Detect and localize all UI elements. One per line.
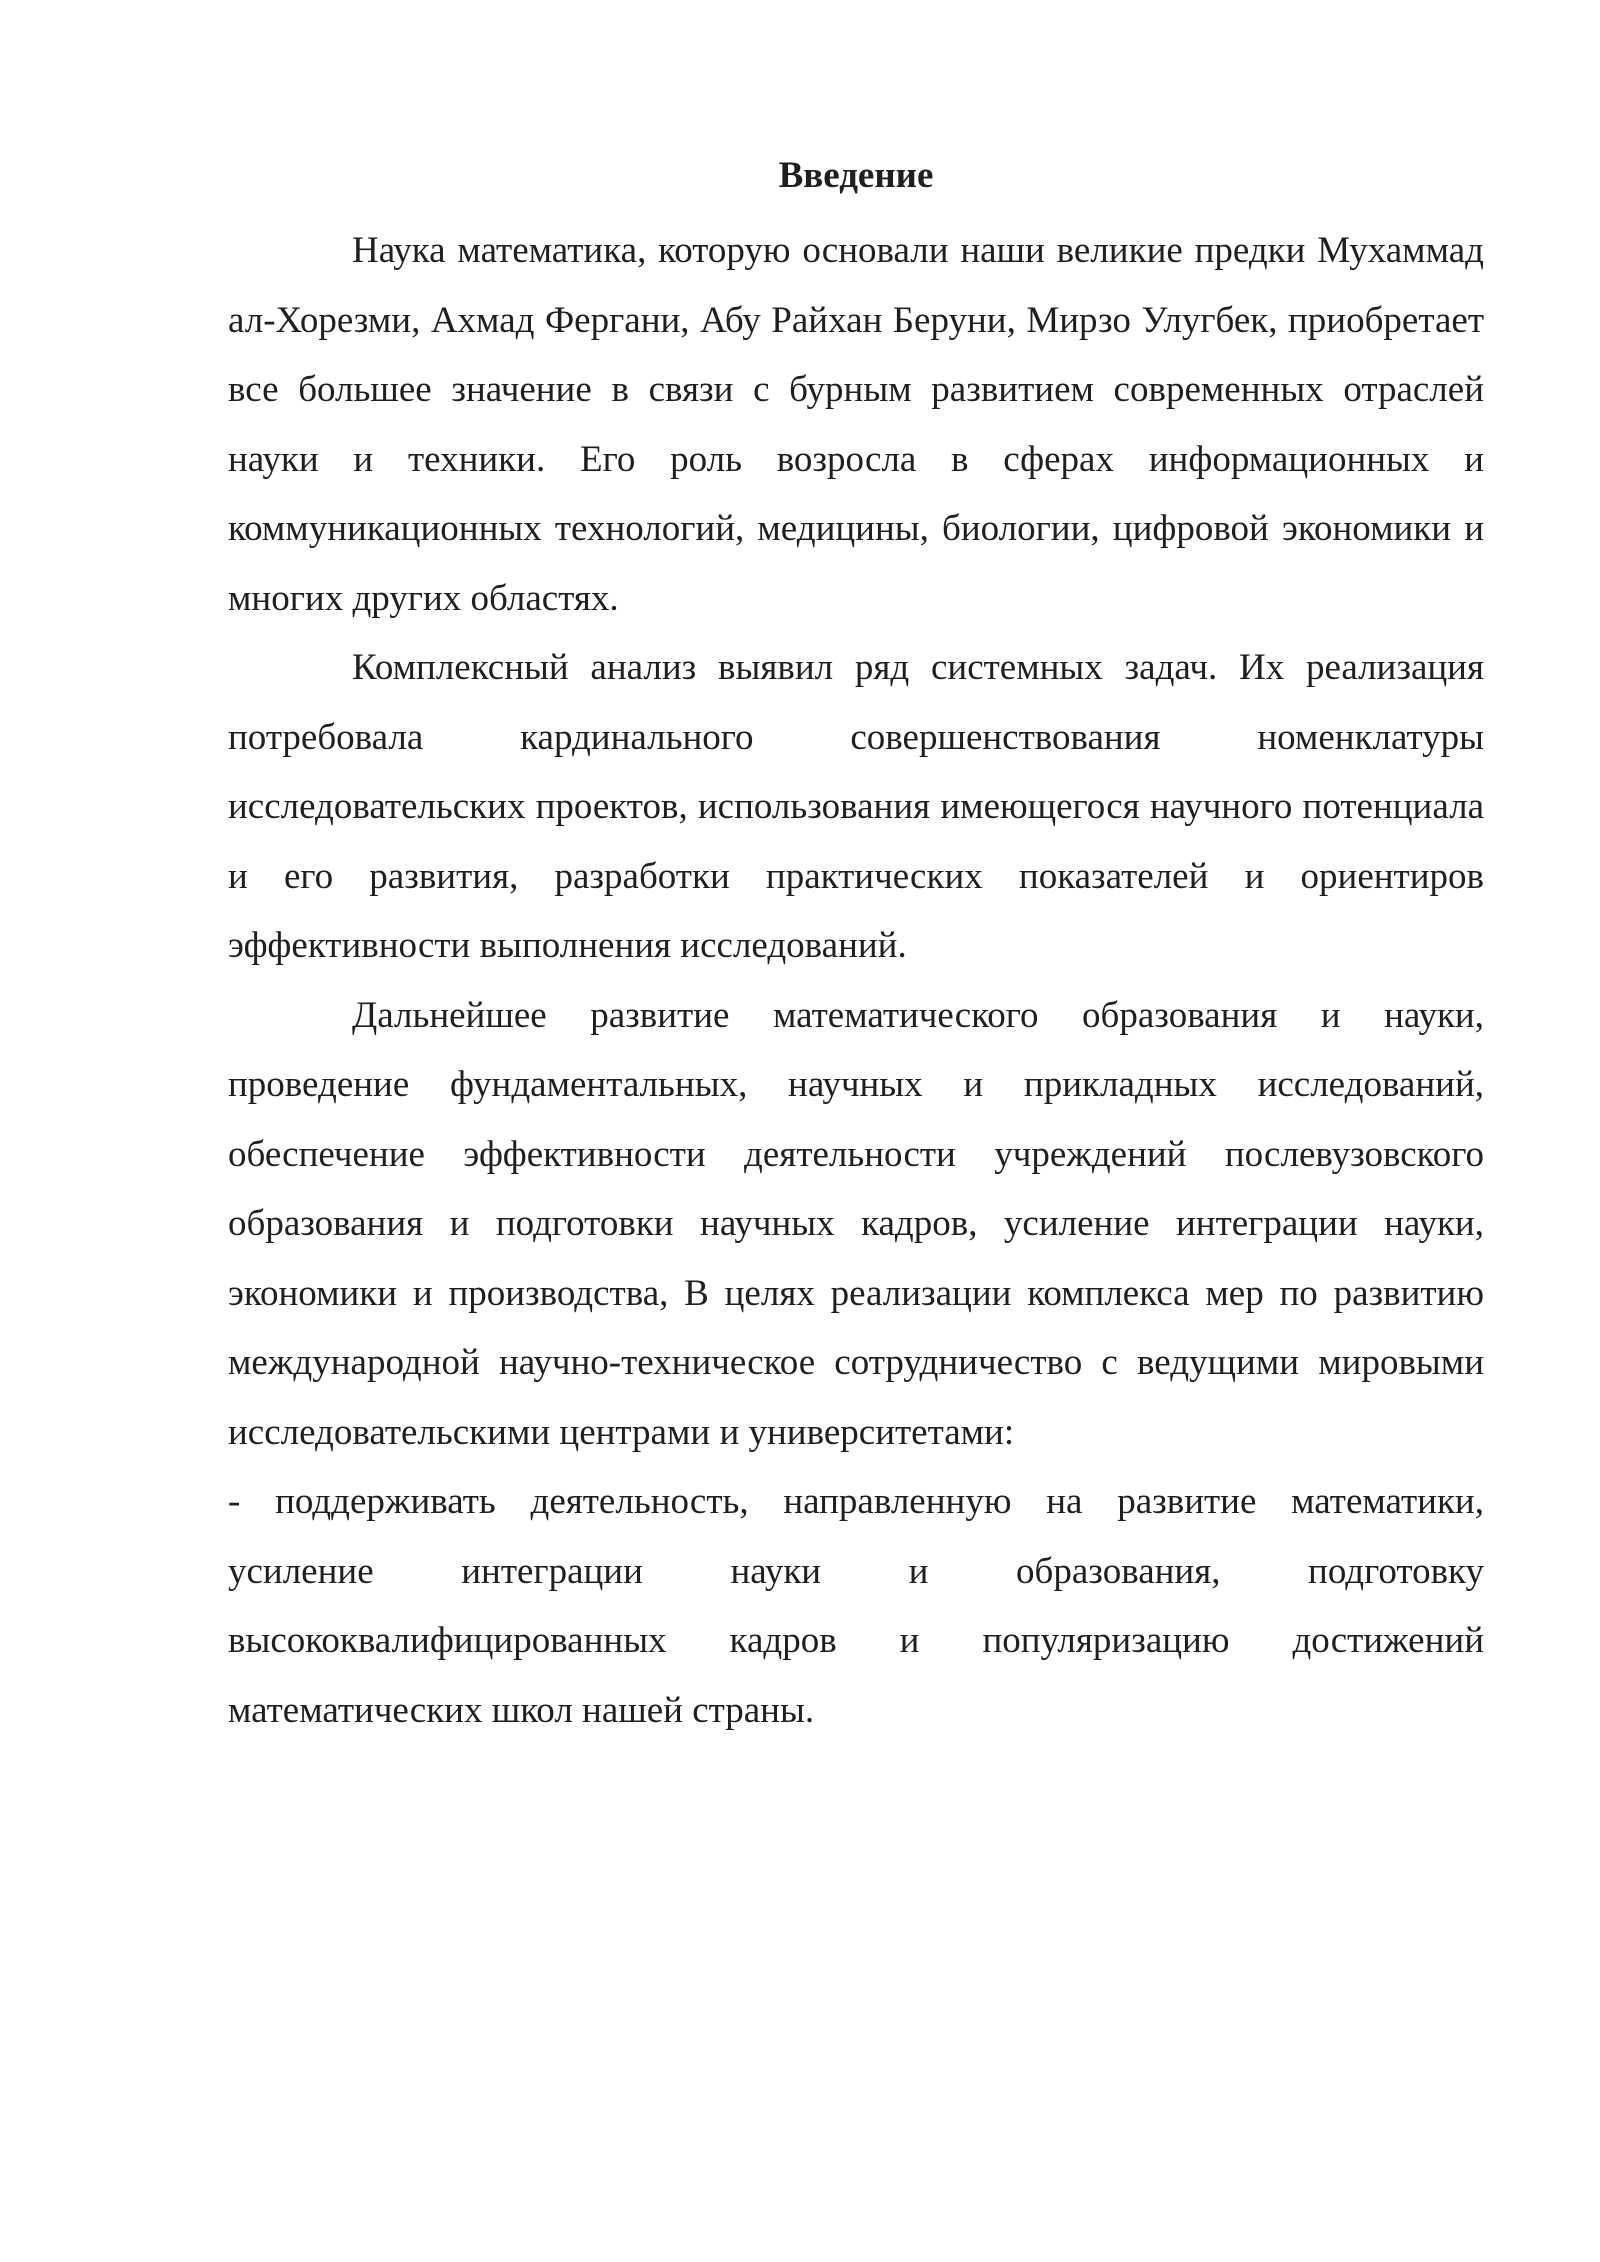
paragraph-analysis: Комплексный анализ выявил ряд системных задач. Их реализация потребовала кардинального совершенствования номенклатуры исследовательских проектов, использования имеющегося научного потенциала и его развития, разработки практических показателей и ориентиров эффективности выполнения исследований. xyxy=(228,647,1484,966)
paragraph-intro: Наука математика, которую основали наши великие предки Мухаммад ал-Хорезми, Ахмад Фергани, Абу Райхан Беруни, Мирзо Улугбек, приобретает все большее значение в связи с бурным развитием современных отраслей науки и техники. Его роль возросла в сферах информационных и коммуникационных технологий, медицины, биологии, цифровой экономики и многих других областях. xyxy=(228,230,1484,619)
paragraph-list-item: - поддерживать деятельность, направленную на развитие математики, усиление интеграции науки и образования, подготовку высококвалифицированных кадров и популяризацию достижений математических школ нашей страны. xyxy=(228,1481,1484,1731)
document-body xyxy=(228,150,1484,1745)
paragraph-development: Дальнейшее развитие математического образования и науки, проведение фундаментальных, научных и прикладных исследований, обеспечение эффективности деятельности учреждений послевузовского образования и подготовки научных кадров, усиление интеграции науки, экономики и производства, В целях реализации комплекса мер по развитию международной научно-техническое сотрудничество с ведущими мировыми исследовательскими центрами и университетами: xyxy=(228,994,1484,1453)
page-title: Введение xyxy=(778,155,934,196)
